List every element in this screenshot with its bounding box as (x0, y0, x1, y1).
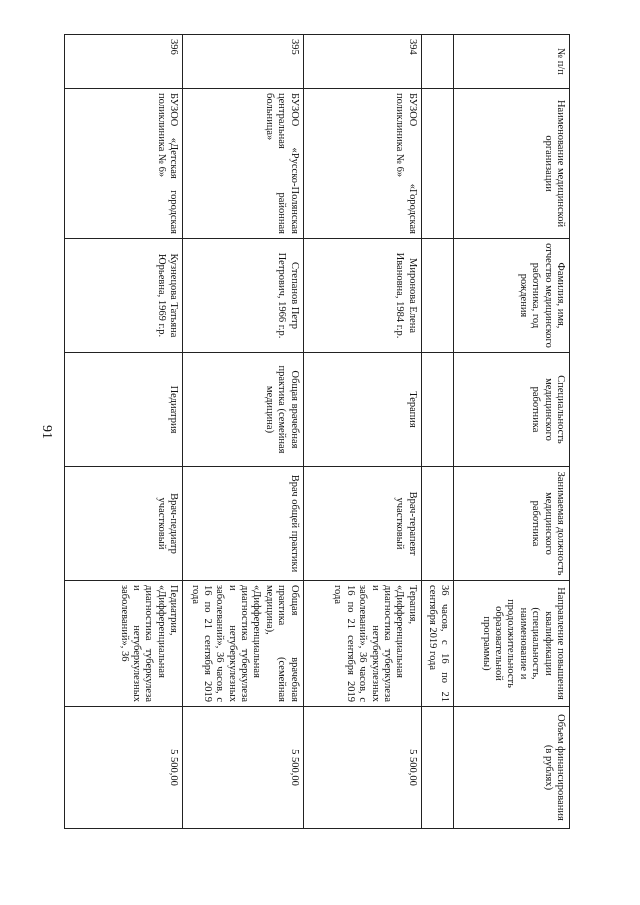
cell-spec: Общая врачебная практика (семейная медицина) (183, 353, 303, 467)
cell-empty (421, 707, 453, 829)
page-number: 91 (39, 425, 54, 439)
header-num: № п/п (453, 35, 569, 89)
cell-spec: Педиатрия (65, 353, 183, 467)
cell-funding: 5 500,00 (183, 707, 303, 829)
header-name: Фамилия, имя, отчество медицинского работника, год рождения (453, 239, 569, 353)
cell-empty (421, 35, 453, 89)
header-position: Занимаемая должность медицинского работника (453, 467, 569, 581)
cell-spec: Терапия (303, 353, 421, 467)
cell-num: 396 (65, 35, 183, 89)
cell-empty (421, 353, 453, 467)
cell-funding: 5 500,00 (303, 707, 421, 829)
table-row (65, 35, 183, 829)
cell-position: Врач общей практики (183, 467, 303, 581)
cell-name: Степанов Петр Петрович, 1966 г.р. (183, 239, 303, 353)
cell-num: 395 (183, 35, 303, 89)
rotated-table-container (64, 34, 570, 828)
cell-position: Врач-педиатр участковый (65, 467, 183, 581)
training-table (64, 34, 570, 829)
header-org: Наименование медицинской организации (453, 89, 569, 239)
document-table-wrapper (64, 34, 570, 828)
table-header-row (453, 35, 569, 829)
cell-name: Миронова Елена Ивановна, 1984 г.р. (303, 239, 421, 353)
cell-funding: 5 500,00 (65, 707, 183, 829)
cell-direction: Общая врачебная практика (семейная медицина), «Дифференциальная диагностика туберкулеза и нетуберкулезных заболеваний», 36 часов, с 16 по 21 сентября 2019 года (183, 581, 303, 707)
table-row (183, 35, 303, 829)
cell-empty (421, 239, 453, 353)
cell-num: 394 (303, 35, 421, 89)
cell-org: БУЗОО «Детская городская поликлиника № 6» (65, 89, 183, 239)
cell-direction: 36 часов, с 16 по 21 сентября 2019 года (421, 581, 453, 707)
cell-org: БУЗОО «Городская поликлиника № 6» (303, 89, 421, 239)
cell-direction: Педиатрия, «Дифференциальная диагностика туберкулеза и нетуберкулезных заболеваний», 36 (65, 581, 183, 707)
cell-org: БУЗОО «Русско-Полянская центральная районная больница» (183, 89, 303, 239)
header-spec: Специальность медицинского работника (453, 353, 569, 467)
header-funding: Объем финансирования (в рублях) (453, 707, 569, 829)
cell-position: Врач-терапевт участковый (303, 467, 421, 581)
table-row (303, 35, 421, 829)
continued-row (421, 35, 453, 829)
header-direction: Направление повышения квалификации (специальность, наименование и продолжительность образовательной программы) (453, 581, 569, 707)
cell-direction: Терапия, «Дифференциальная диагностика туберкулеза и нетуберкулезных заболеваний», 36 часов, с 16 по 21 сентября 2019 года (303, 581, 421, 707)
cell-empty (421, 467, 453, 581)
cell-name: Кузнецова Татьяна Юрьевна, 1969 г.р. (65, 239, 183, 353)
cell-empty (421, 89, 453, 239)
